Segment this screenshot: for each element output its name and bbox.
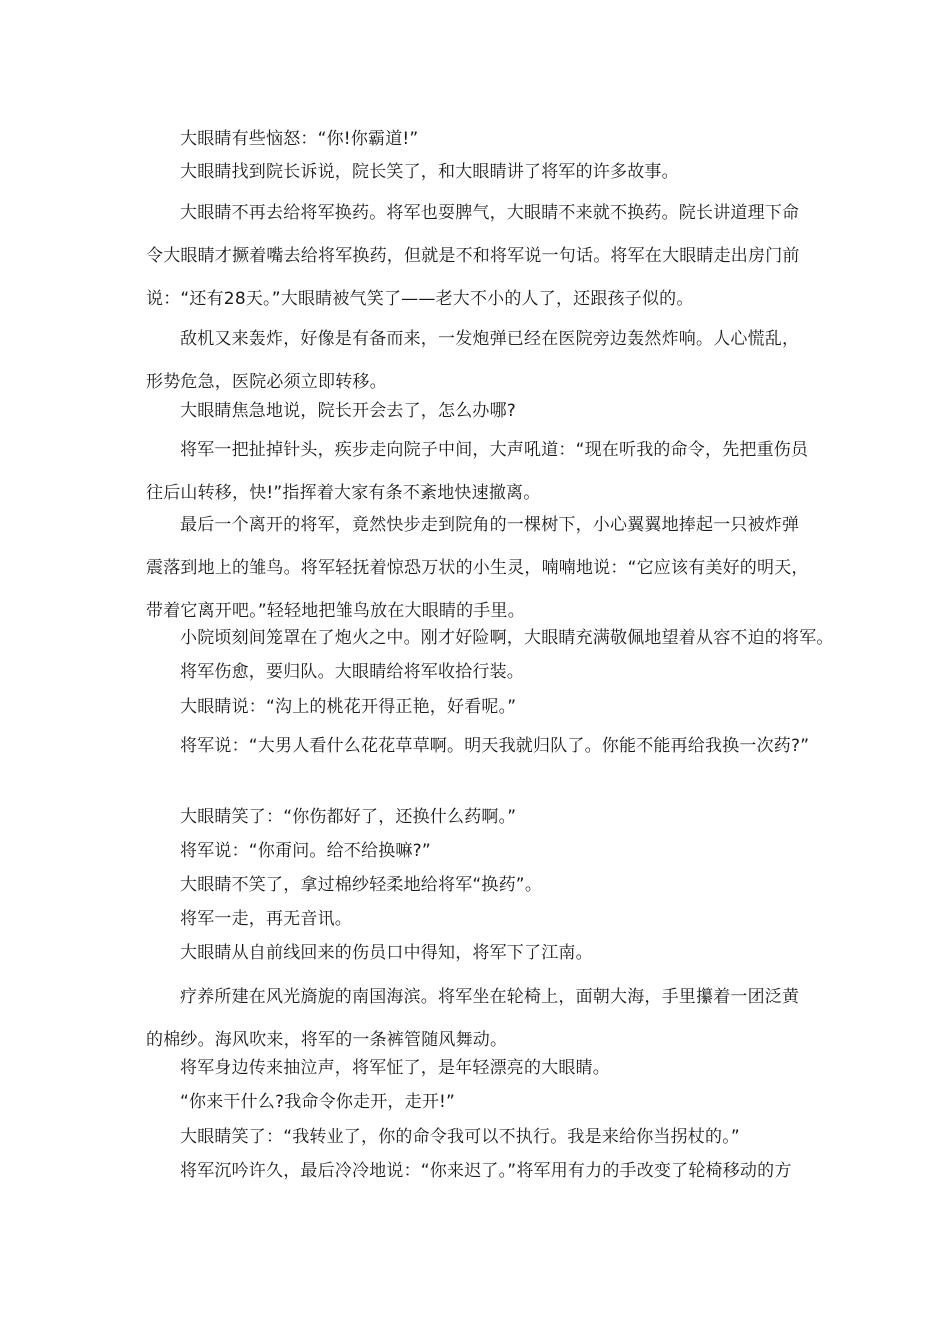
paragraph-18: 将军身边传来抽泣声，将军怔了，是年轻漂亮的大眼睛。 — [180, 1058, 610, 1078]
paragraph-17: 疗养所建在风光旖旎的南国海滨。将军坐在轮椅上，面朝大海，手里攥着一团泛黄的棉纱。海风吹来，将军的一条裤管随风舞动。 — [146, 987, 800, 1050]
paragraph-21: 将军沉吟许久，最后冷冷地说：“你来迟了。”将军用有力的手改变了轮椅移动的方 — [180, 1161, 792, 1181]
paragraph-9: 将军伤愈，要归队。大眼睛给将军收拾行装。 — [180, 662, 524, 682]
paragraph-7: 最后一个离开的将军，竟然快步走到院角的一棵树下，小心翼翼地捧起一只被炸弹震落到地上的雏鸟。将军轻抚着惊恐万状的小生灵，喃喃地说：“它应该有美好的明天，带着它离开吧。”轻轻地把雏鸟放在大眼睛的手里。 — [146, 515, 809, 621]
paragraph-11: 将军说：“大男人看什么花花草草啊。明天我就归队了。你能不能再给我换一次药?” — [180, 736, 810, 756]
paragraph-3: 大眼睛不再去给将军换药。将军也耍脾气，大眼睛不来就不换药。院长讲道理下命令大眼睛才撅着嘴去给将军换药，但就是不和将军说一句话。将军在大眼睛走出房门前说：“还有28天。”大眼睛被气笑了——老大不小的人了，还跟孩子似的。 — [146, 203, 800, 309]
paragraph-4: 敌机又来轰炸，好像是有备而来，一发炮弹已经在医院旁边轰然炸响。人心慌乱，形势危急，医院必须立即转移。 — [146, 329, 800, 392]
paragraph-6: 将军一把扯掉针头，疾步走向院子中间，大声吼道：“现在听我的命令，先把重伤员往后山转移，快!”指挥着大家有条不紊地快速撤离。 — [146, 440, 809, 503]
paragraph-15: 将军一走，再无音讯。 — [180, 909, 352, 929]
paragraph-5: 大眼睛焦急地说，院长开会去了，怎么办哪? — [180, 401, 517, 421]
paragraph-16: 大眼睛从自前线回来的伤员口中得知，将军下了江南。 — [180, 943, 593, 963]
paragraph-12: 大眼睛笑了：“你伤都好了，还换什么药啊。” — [180, 807, 517, 827]
paragraph-14: 大眼睛不笑了，拿过棉纱轻柔地给将军“换药”。 — [180, 875, 543, 895]
paragraph-2: 大眼睛找到院长诉说，院长笑了，和大眼睛讲了将军的许多故事。 — [180, 162, 679, 182]
paragraph-20: 大眼睛笑了：“我转业了，你的命令我可以不执行。我是来给你当拐杖的。” — [180, 1127, 740, 1147]
paragraph-1: 大眼睛有些恼怒：“你!你霸道!” — [180, 129, 419, 149]
paragraph-8: 小院顷刻间笼罩在了炮火之中。刚才好险啊，大眼睛充满敬佩地望着从容不迫的将军。 — [180, 628, 834, 648]
paragraph-19: “你来干什么?我命令你走开，走开!” — [180, 1092, 456, 1112]
paragraph-10: 大眼睛说：“沟上的桃花开得正艳，好看呢。” — [180, 697, 517, 717]
paragraph-13: 将军说：“你甭问。给不给换嘛?” — [180, 841, 431, 861]
